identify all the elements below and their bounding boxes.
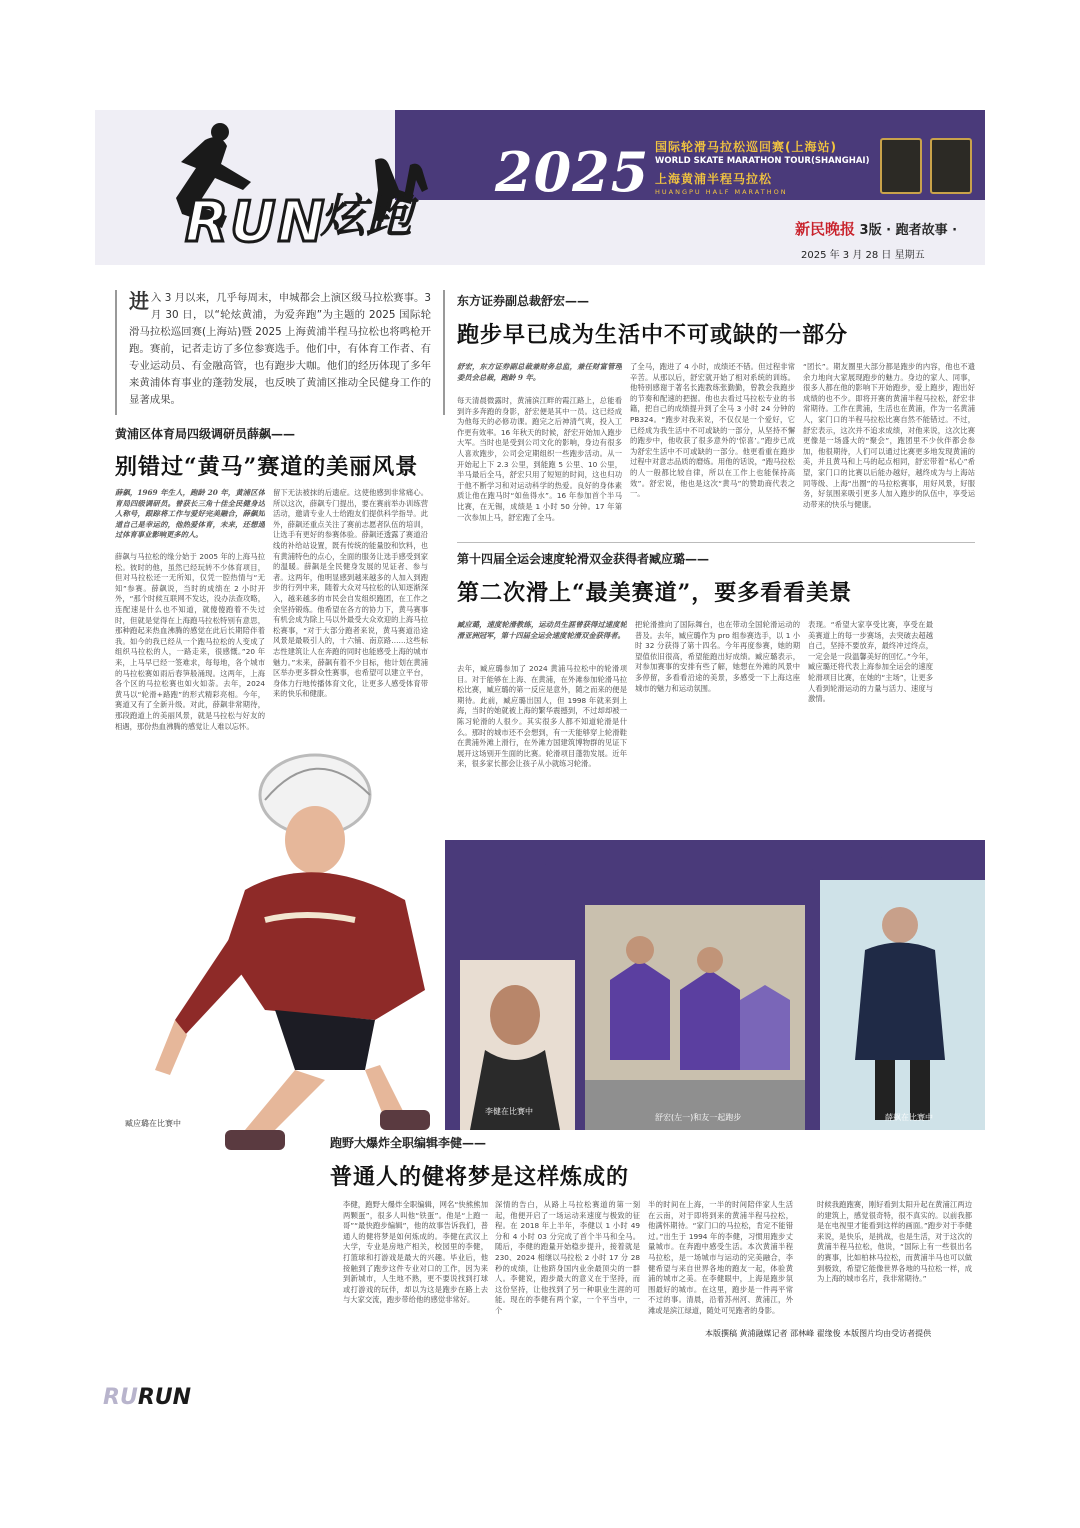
intro-text [129, 290, 431, 409]
article3-kicker: 第十四届全运会速度轮滑双金获得者臧应璐—— [457, 552, 710, 566]
footer-logo-text: RUN [137, 1385, 192, 1410]
article4-title: 普通人的健将梦是这样炼成的 [330, 1164, 630, 1190]
run-cn-logo: 炫跑 [320, 189, 412, 243]
article2-kicker: 东方证券副总裁舒宏—— [457, 294, 590, 308]
run-logo: RUN [185, 190, 327, 255]
divider [457, 542, 975, 543]
skater-caption: 臧应璐在比赛中 [125, 1119, 181, 1128]
intro-dropcap: 进 [129, 289, 149, 313]
event-title-cn: 国际轮滑马拉松巡回赛(上海站) [655, 140, 837, 154]
footer-logo-ghost: RU [103, 1385, 138, 1410]
article3-title: 第二次滑上“最美赛道”，要多看看美景 [457, 580, 853, 606]
article2-title: 跑步早已成为生活中不可或缺的一部分 [457, 322, 849, 348]
intro-box [115, 290, 445, 415]
article1-title: 别错过“黄马”赛道的美丽风景 [115, 454, 419, 480]
article3-col3: 表现。“希望大家享受比赛，享受在最美赛道上的每一步赛场，去突破去超越自己，坚持不要放弃，最终冲过终点，一定会是一段温馨美好的回忆。”今年，臧应璐还将代表上海参加全运会的速度轮滑项目比赛，在她的“主场”，让更多人看到轮滑运动的力量与活力、速度与激情。 [808, 620, 933, 704]
event-title-en: WORLD SKATE MARATHON TOUR(SHANGHAI) [655, 156, 870, 166]
shu-hong-caption: 舒宏(左一)和友一起跑步 [655, 1113, 742, 1122]
article4-col4: 时候我跑跑赛，刚好看到太阳升起在黄浦江两边的建筑上，感觉很奇特，很不真实的。以前我都是在电视里才能看到这样的画面。”跑步对于李健来说，是快乐，是挑战，也是生活，对于这次的黄浦半程马拉松，他说，“国际上有一些很出名的赛事，比如柏林马拉松，而黄浦半马也可以做到极致，希望它能像世界各地的马拉松一样，成为上海的城市名片，我非常期待。” [817, 1200, 972, 1284]
issue-date: 2025 年 3 月 28 日 星期五 [801, 250, 925, 261]
masthead-page: 3版 · 跑者故事 · [859, 223, 958, 238]
article4-col1: 李健，跑野大爆炸全职编辑，网名“快熊熊加两颗蛋”，很多人叫他“铁蛋”。他是“上跑一哥”“最快跑步编辑”，他的故事告诉我们，普通人的健将梦是如何炼成的。李健在武汉上大学，专业是房地产相关，校园里的李健，打篮球和打游戏是最大的兴趣。毕业后，他接触到了跑步这件专业对口的工作，因为来到新城市，人生地不熟，更不要说找到打球或打游戏的玩伴，却以为这是跑步在路上去与大家交流，跑步带给他的感觉非常好。 [343, 1200, 488, 1305]
medal-icon [930, 138, 972, 194]
article4-col3: 半的时间在上海，一半的时间陪伴家人生活在云南，对于即将到来的黄浦半程马拉松，他满怀期待。“家门口的马拉松，肯定不能错过。”出生于 1994 年的李健，习惯用跑步丈量城市。在奔跑中感受生活。本次黄浦半程马拉松，是一场城市与运动的完美融合，李健希望与来自世界各地的跑友一起，体验黄浦的城市之美。在李健眼中，上海是跑步氛围最好的城市。在这里，跑步是一件再平常不过的事。清晨，沿着苏州河、黄浦江，外滩或是滨江绿道，随处可见跑者的身影。 [648, 1200, 793, 1315]
event-subtitle-en: HUANGPU HALF MARATHON [655, 188, 788, 196]
article3-col2: 把轮滑推向了国际舞台，也在带动全国轮滑运动的普及。去年，臧应璐作为 pro 组参赛选手，以 1 小时 32 分获得了第十四名。今年再度参赛，她的期望值依旧很高，希望能跑出好成绩。臧应璐表示，对参加赛事的安排有些了解，她想在外滩的风景中多停留，多看看沿途的美景，多感受一下上海这座城市的魅力和运动氛围。 [635, 620, 800, 693]
event-year: 2025 [495, 140, 650, 204]
skater-photo [115, 690, 445, 1160]
photo-collage-frame [445, 840, 985, 1130]
medal-icon [880, 138, 922, 194]
article4-col2: 深情的告白，从路上马拉松赛道的第一刻起，他便开启了一场运动来速度与极致的征程。在 2018 年上半年，李健以 1 小时 49 分和 4 小时 03 分完成了首个半马和全马。随后，李健的跑量开始稳步提升，接着就是 230、2024 相继以马拉松 2 小时 17 分 28 秒的成绩，让他跻身国内业余最顶尖的一群人。李健说，跑步最大的意义在于坚持，而这份坚持，让他找到了另一种职业生涯的可能。现在的李健有两个家，一个平当中，一个 [495, 1200, 640, 1315]
article3-lead: 臧应璐，速度轮滑教练，运动员生涯曾获得过速度轮滑亚洲冠军，第十四届全运会速度轮滑双金获得者。 [457, 620, 627, 640]
masthead [795, 218, 957, 239]
article4-kicker: 跑野大爆炸全职编辑李健—— [330, 1136, 487, 1150]
article3-col1: 去年，臧应璐参加了 2024 黄浦马拉松中的轮滑项目。对于能够在上海、在黄浦，在外滩参加轮滑马拉松比赛，臧应璐的第一反应是意外，随之而来的便是期待。此前，臧应璐出国人，但 1998 年就来到上海，当时的她就被上海的繁华震撼到，不过却却被一陈习轮滑的人很少。其实很多人都不知道轮滑是什么。那时的城市还不会想到，有一天能够穿上轮滑鞋在黄浦外滩上滑行，在外滩方国建筑博物群的见证下展开这场别开生面的比赛。轮滑项目蓬勃发展。近年来，很多家长都会让孩子从小就练习轮滑。 [457, 664, 627, 769]
article2-col2: 了全马，跑进了 4 小时，成绩还不错。但过程非常辛苦。从那以后，舒宏就开始了相对系统的训练。他特别感谢于著名长跑教练张勤勤，曾教会我跑步的节奏和配速的把握。他也去看过马拉松专业的书籍，把自己的成绩提升到了全马 3 小时 24 分钟的 PB324。“跑步对我来说，不仅仅是一个爱好，它已经成为我生活中不可或缺的一部分，从坚持不懈的跑步中，他收获了很多意外的‘惊喜’。”跑步已成为舒宏生活中不可或缺的一部分。他更看重在跑步过程中对意志品质的磨炼。用他的话说，“跑马拉松的人一般都比较自律，所以在工作上也能保持高效”。舒宏说，他也是这次“黄马”的赞助商代表之一。 [630, 362, 795, 499]
article2-lead: 舒宏，东方证券副总裁兼财务总监，兼任财富管理委员会总裁，跑龄 9 年。 [457, 362, 622, 382]
page-credits: 本版撰稿 黄浦融媒记者 邵林峰 翟缘俊 本版图片均由受访者提供 [705, 1329, 932, 1338]
masthead-brand: 新民晚报 [795, 220, 856, 238]
event-subtitle-cn: 上海黄浦半程马拉松 [655, 172, 773, 186]
xue-biao-caption: 薛飙在比赛中 [885, 1113, 933, 1122]
newspaper-page [95, 110, 985, 1420]
footer-logo [103, 1385, 191, 1410]
intro-body: 入 3 月以来，几乎每周末，申城都会上演区级马拉松赛事。3 月 30 日，以“轮炫黄浦，为爱奔跑”为主题的 2025 国际轮滑马拉松巡回赛(上海站)暨 2025 上海黄浦半程马拉松也将鸣枪开跑。赛前，记者走访了多位参赛选手。他们中，有体育工作者、有专业运动员、有金融高管，也有跑步大咖。他们的经历体现了多年来黄浦体育事业的蓬勃发展，也反映了黄浦区推动全民健身工作的显著成果。 [129, 292, 431, 406]
article1-col2: 留下无法被抹的后遗症。这使他感到非常痛心。所以这次，薛飙专门提出，要在赛前举办训练营活动，邀请专业人士给跑友们提供科学指导。此外，薛飙还重点关注了赛前志愿者队伍的培训，让选手有更好的参赛体验。薛飙还透露了赛道沿线的补给站设置，既有传统的能量胶和饮料，也有黄浦特色的点心，全面的服务让选手感受到家的温暖。薛飙是全民健身发展的见证者、参与者。这两年，他明显感到越来越多的人加入到跑步的行列中来，随着大众对马拉松的认知逐渐深入，越来越多的市民会自发组织跑团，在工作之余坚持锻炼。他希望在各方的协力下，黄马赛事有机会成为除上马以外最受大众欢迎的上海马拉松赛事，“对于大部分跑者来说，黄马赛道沿途风景是最吸引人的，十六铺、南京路……这些标志性建筑让人在奔跑的同时也能感受上海的城市魅力。”未来，薛飙有着不少目标，他计划在黄浦区举办更多群众性赛事，也希望可以建立平台，身体力行地传播体育文化，让更多人感受体育带来的快乐和健康。 [273, 488, 428, 699]
article2-col1: 每天清晨微露时，黄浦滨江畔的霞江路上，总能看到许多奔跑的身影，舒宏便是其中一员。这已经成为他每天的必修功课。跑完之后神清气爽，投入工作更有效率。16 年秋天的时候，舒宏开始加入跑步大军。当时也是受到公司文化的影响，身边有很多人喜欢跑步，公司会定期组织一些跑步活动。从一开始起上下 2.3 公里，到能跑 5 公里、10 公里，半马最后全马，舒宏只用了短短的时间，这也归功于他不断学习和对运动科学的热爱。良好的身体素质让他在跑马时“如鱼得水”。16 年参加首个半马比赛，在无锡，成绩是 1 小时 50 分钟。17 年第一次参加上马，舒宏跑了全马。 [457, 396, 622, 522]
article2-col3: “团长”。期友圈里大部分都是跑步的内容，他也不遗余力地向大家展现跑步的魅力。身边的家人、同事，很多人都在他的影响下开始跑步，爱上跑步，跑出好成绩的也不少。即将开赛的黄浦半程马拉松，舒宏非常期待。工作在黄浦，生活也在黄浦，作为一名黄浦人，家门口的半程马拉松比赛自然不能错过。不过，舒宏表示，这次并不追求成绩，对他来说，这次比赛更像是一场盛大的“聚会”，跑团里不少伙伴都会参加，他很期待，人们可以通过比赛更多地发现黄浦的美，并且黄马和上马的起点相同，舒宏带着“私心”希望，家门口的比赛以后能办越好，越终成为与上海站同等级、上海“出圈”的马拉松赛事，用好风景，好服务，好氛围来吸引更多人加入跑步的队伍中，享受运动带来的快乐与健康。 [803, 362, 975, 509]
li-jian-caption: 李健在比赛中 [485, 1107, 533, 1116]
article1-kicker: 黄浦区体育局四级调研员薛飙—— [115, 427, 296, 441]
article1-col1: 薛飙与马拉松的缘分始于 2005 年的上海马拉松。彼时的他，虽然已经玩转不少体育项目，但对马拉松还一无所知，仅凭一腔热情与“无知”参赛。薛飙说，当时的成绩在 2 小时开外，“那个时候互联网不发达，没办法查攻略，连配速是什么也不知道，就傻傻跑着不失过时，但就是觉得在上海跑马拉松特别有意思，那种跑起来热血沸腾的感觉在此后长期陪伴着我。如今的我已经从一个跑马拉松的人变成了组织马拉松的人，一路走来，很感慨。”20 年来，上马早已经一签难求，每每地，各个城市的马拉松赛如雨后春笋般涌现。这两年，上海各个区的马拉松赛也如火如荼。去年，2024 黄马以“轮滑+路跑”的形式精彩亮相。今年，赛道又有了全新升级。对此，薛飙非常期待，那段跑道上的美丽风景，就是马拉松与好友的相遇，那份热血沸腾的感觉让人难以忘怀。 [115, 552, 265, 731]
article1-lead: 薛飙，1969 年生人，跑龄 20 年，黄浦区体育局四级调研员。曾获长三角十佳全民健身达人称号，跟踪将工作与爱好完美融合，薛飙知道自己是幸运的，他热爱体育，未来，还想通过体育事业影响更多的人。 [115, 488, 265, 540]
